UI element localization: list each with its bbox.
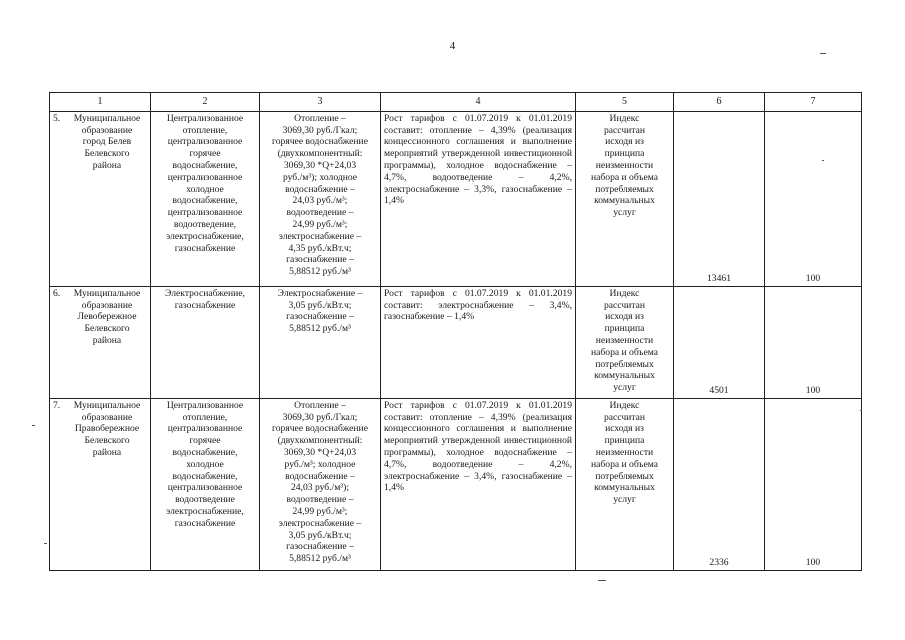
municipality-line: Левобережное: [77, 311, 137, 323]
cell-line: горячее водоснабжение: [272, 136, 368, 148]
growth-cell: Рост тарифов с 01.07.2019 к 01.01.2019 составит: электроснабжение – 3,4%, газоснабжение – 1,4%: [381, 286, 576, 398]
cell-line: газоснабжение –: [286, 541, 354, 553]
cell-line: Отопление –: [294, 112, 346, 124]
cell-line: исходя из: [605, 423, 644, 435]
cell-line: принципа: [604, 323, 645, 335]
tariff-table: [49, 92, 862, 571]
tariffs-cell: [260, 286, 381, 398]
municipality-line: образование: [81, 299, 133, 311]
cell-line: централизованное: [167, 136, 243, 148]
municipality-line: района: [92, 446, 122, 458]
cell-line: холодное: [186, 183, 224, 195]
index-note-cell: [576, 286, 674, 398]
municipality-line: Муниципальное: [73, 287, 141, 299]
growth-cell: Рост тарифов с 01.07.2019 к 01.01.2019 составит: отопление – 4,39% (реализация концессионного соглашения и выполнение мероприятий утвержденной инвестиционной программы), холодное водоснабжение – 4,7%, водоотведение – 4,2%, электроснабжение – 3,4%, газоснабжение – 1,4%: [381, 398, 576, 570]
municipality-line: Муниципальное: [73, 112, 141, 124]
col7-value: 100: [765, 398, 862, 570]
cell-line: 5,88512 руб./м³: [289, 553, 351, 565]
cell-line: принципа: [604, 148, 645, 160]
cell-line: коммунальных: [594, 370, 655, 382]
cell-line: 24,99 руб./м³;: [292, 505, 348, 517]
cell-line: набора и объема: [591, 346, 658, 358]
cell-line: водоотведение,: [173, 218, 237, 230]
cell-line: горячее: [189, 435, 221, 447]
header-cell: 5: [576, 93, 674, 112]
cell-line: централизованное: [167, 423, 243, 435]
header-cell: 3: [260, 93, 381, 112]
cell-line: набора и объема: [591, 171, 658, 183]
cell-line: услуг: [613, 494, 636, 506]
cell-line: (двухкомпонентный:: [277, 148, 363, 160]
cell-line: Централизованное: [166, 112, 244, 124]
municipality-cell: [50, 286, 151, 398]
row-index: 6.: [53, 287, 61, 299]
col6-value: 2336: [674, 398, 765, 570]
header-cell: 6: [674, 93, 765, 112]
cell-line: водоснабжение,: [172, 446, 238, 458]
cell-line: газоснабжение: [174, 517, 236, 529]
cell-line: рассчитан: [603, 411, 646, 423]
municipality-line: образование: [81, 411, 133, 423]
row-index: 5.: [53, 112, 61, 124]
cell-line: 3069,30 руб./Гкал;: [282, 124, 358, 136]
cell-line: отопление,: [182, 124, 228, 136]
col6-value: 4501: [674, 286, 765, 398]
cell-line: электроснабжение,: [166, 505, 244, 517]
cell-line: 3,05 руб./кВт.ч;: [288, 299, 352, 311]
cell-line: водоснабжение,: [172, 195, 238, 207]
municipality-line: района: [92, 334, 122, 346]
cell-line: водоснабжение,: [172, 470, 238, 482]
header-row: [50, 93, 862, 112]
row-index: 7.: [53, 399, 61, 411]
table-row: [50, 111, 862, 286]
cell-line: коммунальных: [594, 195, 655, 207]
cell-line: Индекс: [609, 399, 640, 411]
cell-line: неизменности: [595, 334, 654, 346]
cell-line: принципа: [604, 435, 645, 447]
cell-line: газоснабжение: [174, 242, 236, 254]
municipality-line: Муниципальное: [73, 399, 141, 411]
cell-line: потребляемых: [595, 358, 654, 370]
cell-line: неизменности: [595, 159, 654, 171]
cell-line: услуг: [613, 382, 636, 394]
scan-mark: [598, 580, 606, 581]
services-cell: [151, 111, 260, 286]
col6-value: 13461: [674, 111, 765, 286]
municipality-line: Белевского: [84, 148, 130, 160]
cell-line: электроснабжение –: [278, 230, 362, 242]
cell-line: холодное: [186, 458, 224, 470]
cell-line: рассчитан: [603, 124, 646, 136]
cell-line: электроснабжение,: [166, 230, 244, 242]
index-note-cell: [576, 398, 674, 570]
cell-line: неизменности: [595, 446, 654, 458]
header-cell: 2: [151, 93, 260, 112]
tariffs-cell: [260, 398, 381, 570]
cell-line: Индекс: [609, 287, 640, 299]
scan-mark: [820, 53, 826, 54]
cell-line: 3069,30 *Q+24,03: [283, 159, 357, 171]
scan-mark: [32, 425, 35, 426]
tariffs-cell: [260, 111, 381, 286]
cell-line: рассчитан: [603, 299, 646, 311]
page-number: 4: [449, 40, 456, 52]
cell-line: 5,88512 руб./м³: [289, 266, 351, 278]
cell-line: водоснабжение –: [285, 470, 355, 482]
cell-line: водоотведение: [175, 494, 235, 506]
cell-line: (двухкомпонентный:: [277, 435, 363, 447]
municipality-line: Белевского: [84, 435, 130, 447]
cell-line: услуг: [613, 207, 636, 219]
cell-line: водоотведение –: [286, 494, 354, 506]
cell-line: Электроснабжение –: [277, 287, 363, 299]
cell-line: 24,99 руб./м³;: [292, 218, 348, 230]
municipality-cell: [50, 111, 151, 286]
cell-line: Отопление –: [294, 399, 346, 411]
municipality-cell: [50, 398, 151, 570]
growth-cell: Рост тарифов с 01.07.2019 к 01.01.2019 составит: отопление – 4,39% (реализация концессионного соглашения и выполнение мероприятий утвержденной инвестиционной программы), холодное водоснабжение – 4,7%, водоотведение – 4,2%, электроснабжение – 3,3%, газоснабжение – 1,4%: [381, 111, 576, 286]
municipality-line: город Белев: [82, 136, 132, 148]
scan-mark: [44, 543, 47, 544]
cell-line: централизованное: [167, 171, 243, 183]
cell-line: руб./м³; холодное: [284, 458, 356, 470]
cell-line: водоснабжение –: [285, 183, 355, 195]
cell-line: руб./м³); холодное: [282, 171, 358, 183]
cell-line: исходя из: [605, 311, 644, 323]
cell-line: 3,05 руб./кВт.ч;: [288, 529, 352, 541]
table-row: [50, 398, 862, 570]
cell-line: горячее: [189, 148, 221, 160]
scan-mark: [860, 410, 862, 411]
table-row: [50, 286, 862, 398]
municipality-line: Белевского: [84, 323, 130, 335]
cell-line: 4,35 руб./кВт.ч;: [288, 242, 352, 254]
index-note-cell: [576, 111, 674, 286]
cell-line: исходя из: [605, 136, 644, 148]
cell-line: водоотведение –: [286, 207, 354, 219]
cell-line: Электроснабжение,: [165, 287, 245, 299]
cell-line: набора и объема: [591, 458, 658, 470]
cell-line: централизованное: [167, 207, 243, 219]
cell-line: потребляемых: [595, 470, 654, 482]
header-cell: 4: [381, 93, 576, 112]
cell-line: газоснабжение –: [286, 311, 354, 323]
cell-line: Индекс: [609, 112, 640, 124]
cell-line: Централизованное: [166, 399, 244, 411]
col7-value: 100: [765, 286, 862, 398]
cell-line: потребляемых: [595, 183, 654, 195]
municipality-line: Правобережное: [74, 423, 140, 435]
header-cell: 1: [50, 93, 151, 112]
cell-line: 3069,30 руб./Гкал;: [282, 411, 358, 423]
cell-line: коммунальных: [594, 482, 655, 494]
cell-line: 5,88512 руб./м³: [289, 323, 351, 335]
services-cell: [151, 286, 260, 398]
scan-mark: [822, 160, 824, 161]
cell-line: отопление,: [182, 411, 228, 423]
services-cell: [151, 398, 260, 570]
municipality-line: района: [92, 159, 122, 171]
cell-line: 3069,30 *Q+24,03: [283, 446, 357, 458]
cell-line: газоснабжение –: [286, 254, 354, 266]
cell-line: централизованное: [167, 482, 243, 494]
cell-line: электроснабжение –: [278, 517, 362, 529]
col7-value: 100: [765, 111, 862, 286]
cell-line: водоснабжение,: [172, 159, 238, 171]
header-cell: 7: [765, 93, 862, 112]
cell-line: горячее водоснабжение: [272, 423, 368, 435]
cell-line: газоснабжение: [174, 299, 236, 311]
cell-line: 24,03 руб./м³;: [292, 195, 348, 207]
municipality-line: образование: [81, 124, 133, 136]
cell-line: 24,03 руб./м³);: [290, 482, 350, 494]
